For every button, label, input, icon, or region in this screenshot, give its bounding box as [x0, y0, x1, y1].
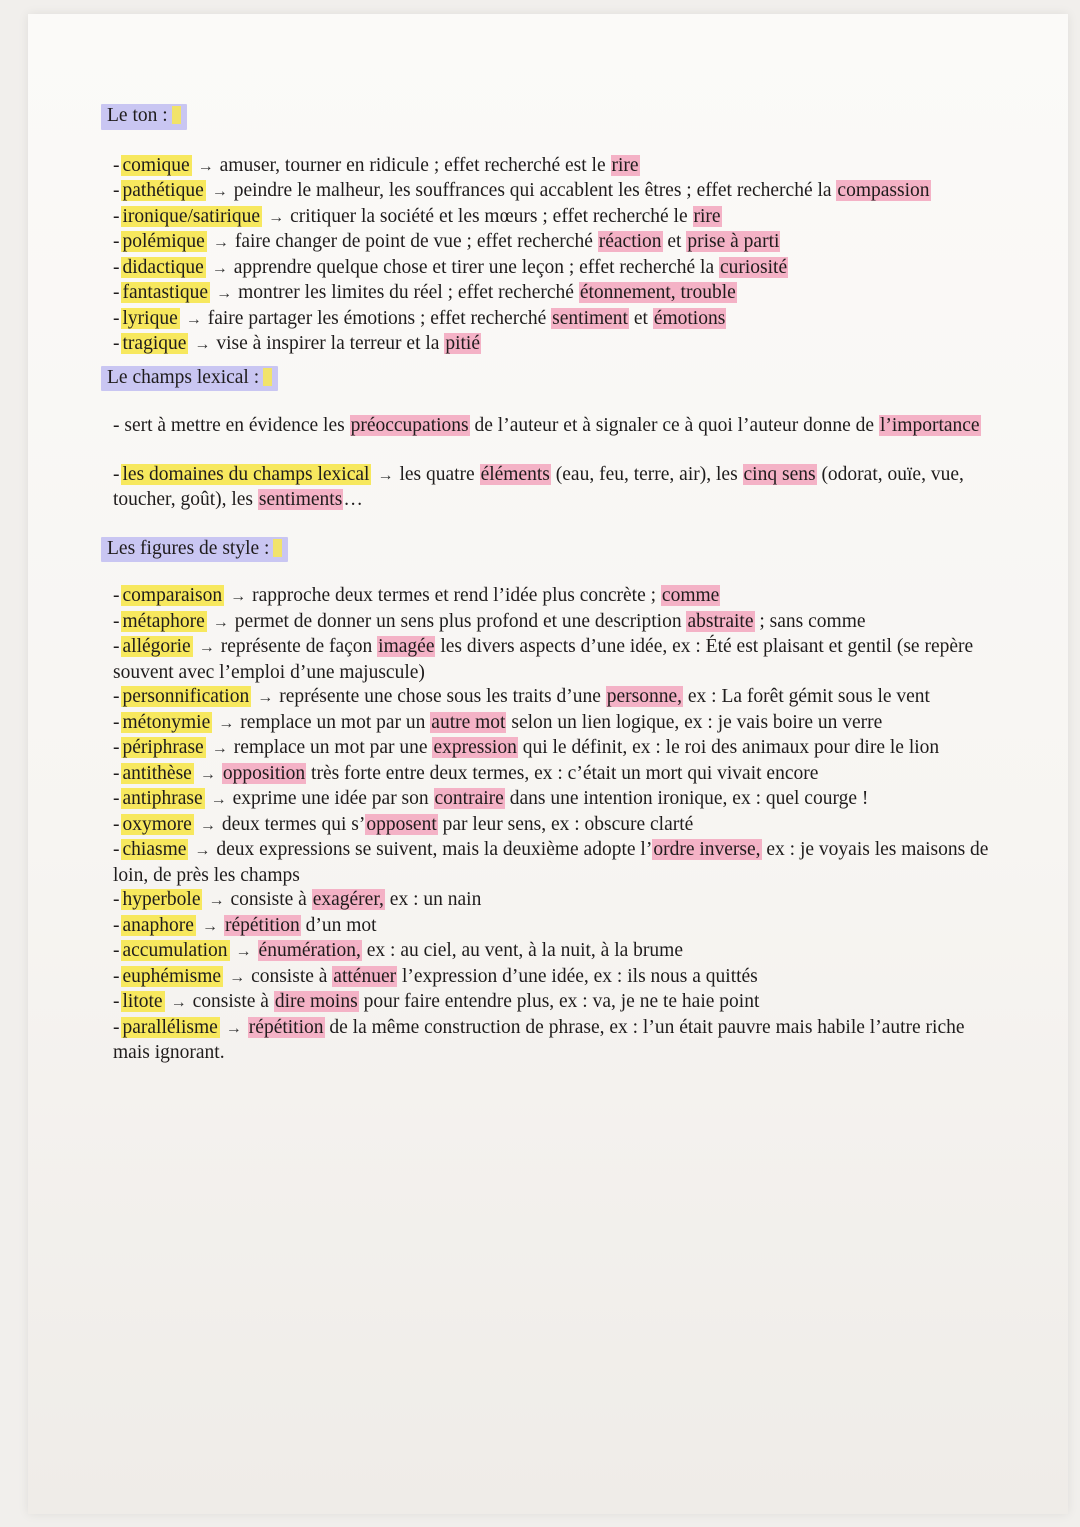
bullet-dash: -	[113, 686, 120, 707]
arrow-icon: →	[212, 234, 229, 251]
term-label: oxymore	[122, 813, 192, 835]
highlighted-text: rire	[611, 154, 639, 176]
arrow-icon: →	[211, 259, 228, 277]
item-text: qui le définit, ex : le roi des animaux pour dire le lion	[517, 737, 940, 758]
list-item	[113, 813, 993, 839]
list-item	[113, 685, 993, 711]
item-text: consiste à	[251, 965, 333, 987]
item-text: …	[343, 489, 363, 510]
item-text: - sert à mettre en évidence les	[113, 415, 350, 436]
highlighted-text: contraire	[434, 788, 504, 809]
term-label: allégorie	[122, 636, 191, 657]
term-label: hyperbole	[122, 889, 201, 910]
list-item	[113, 914, 993, 940]
highlighted-text: énumération,	[258, 940, 361, 961]
term-label: métonymie	[122, 711, 211, 733]
arrow-icon: →	[199, 816, 216, 834]
item-text: les divers aspects d’une idée, ex : Été est plaisant et gentil (se repère souvent avec l’emploi d’une majuscule)	[113, 636, 974, 683]
list-item	[113, 154, 993, 180]
list-item	[113, 990, 993, 1016]
item-text: par leur sens, ex : obscure clarté	[437, 813, 694, 835]
section-figures-de-style	[107, 537, 993, 1066]
arrow-icon: →	[216, 285, 233, 302]
highlighted-text: l’importance	[879, 415, 980, 436]
arrow-icon: →	[212, 613, 229, 631]
bullet-dash: -	[113, 813, 120, 835]
item-text: faire partager les émotions ; effet recherché	[207, 307, 552, 329]
item-text: ex : La forêt gémit sous le vent	[683, 686, 930, 707]
item-text: très forte entre deux termes, ex : c’était un mort qui vivait encore	[306, 762, 819, 784]
section-title: Les figures de style :	[101, 537, 288, 563]
highlighted-text: autre mot	[431, 711, 506, 733]
item-text: les quatre	[399, 463, 480, 485]
item-text: d’un mot	[300, 914, 377, 936]
bullet-dash: -	[113, 231, 120, 252]
bullet-dash: -	[113, 333, 120, 354]
list-item	[113, 838, 993, 888]
arrow-icon: →	[229, 968, 246, 986]
list-item	[113, 307, 993, 333]
bullet-dash: -	[113, 1016, 120, 1038]
item-text: deux expressions se suivent, mais la deuxième adopte l’	[216, 839, 653, 860]
highlighted-text: comme	[661, 585, 720, 606]
bullet-dash: -	[113, 307, 120, 329]
highlighted-text: personne,	[606, 686, 683, 707]
highlighted-text: dire moins	[274, 991, 358, 1012]
item-text: critiquer la société et les mœurs ; effet recherché le	[290, 205, 693, 227]
item-text: dans une intention ironique, ex : quel courge !	[504, 788, 869, 809]
bullet-dash: -	[113, 788, 120, 809]
arrow-icon: →	[211, 740, 228, 757]
arrow-icon: →	[185, 310, 202, 328]
item-text: deux termes qui s’	[221, 813, 366, 835]
item-text: amuser, tourner en ridicule ; effet recherché est le	[219, 154, 611, 176]
highlighted-text: répétition	[248, 1016, 324, 1038]
term-label: tragique	[122, 333, 187, 354]
term-label: parallélisme	[122, 1016, 218, 1038]
arrow-icon: →	[230, 588, 247, 605]
term-label: comique	[122, 154, 190, 176]
list-item	[113, 256, 993, 282]
highlighted-text: expression	[433, 737, 517, 758]
section-champs-lexical	[107, 366, 993, 513]
highlighted-text: pitié	[445, 333, 480, 354]
term-label: pathétique	[122, 180, 204, 201]
list-item	[113, 635, 993, 685]
term-label: personnification	[122, 686, 250, 707]
highlighted-text: abstraite	[687, 610, 754, 632]
item-text: consiste à	[192, 991, 274, 1012]
term-label: euphémisme	[122, 965, 222, 987]
list-item	[113, 584, 993, 610]
highlighted-text: exagérer,	[312, 889, 384, 910]
highlighted-text: sentiment	[552, 307, 628, 329]
arrow-icon: →	[208, 892, 225, 909]
highlighted-text: préoccupations	[350, 415, 469, 436]
arrow-icon: →	[201, 917, 218, 935]
section-ton	[107, 104, 993, 358]
list-item	[113, 332, 993, 358]
item-text: remplace un mot par une	[233, 737, 433, 758]
lexical-domains-paragraph	[113, 463, 993, 513]
term-label: métaphore	[122, 610, 205, 632]
item-text: apprendre quelque chose et tirer une leçon ; effet recherché la	[233, 256, 719, 278]
term-label: antiphrase	[122, 788, 203, 809]
bullet-dash: -	[113, 991, 120, 1012]
item-text: de la même construction de phrase, ex : l’un était pauvre mais habile l’autre riche mais ignorant.	[113, 1016, 965, 1063]
item-text: peindre le malheur, les souffrances qui accablent les êtres ; effet recherché la	[233, 180, 837, 201]
list-item	[113, 787, 993, 813]
notes-content	[107, 104, 993, 1066]
list-item	[113, 888, 993, 914]
bullet-dash: -	[113, 610, 120, 632]
bullet-dash: -	[113, 965, 120, 987]
item-text: ex : au ciel, au vent, à la nuit, à la brume	[361, 940, 683, 961]
list-item	[113, 1016, 993, 1066]
item-text: vise à inspirer la terreur et la	[216, 333, 445, 354]
arrow-icon: →	[225, 1019, 242, 1037]
highlighted-text: émotions	[653, 307, 726, 329]
highlighted-text: imagée	[378, 636, 435, 657]
bullet-dash: -	[113, 940, 120, 961]
item-text: représente de façon	[220, 636, 378, 657]
lexical-paragraph	[113, 414, 993, 439]
item-text: ; sans comme	[754, 610, 866, 632]
item-text: consiste à	[230, 889, 312, 910]
list-item	[113, 939, 993, 965]
list-item	[113, 281, 993, 307]
bullet-dash: -	[113, 463, 120, 485]
arrow-icon: →	[194, 842, 211, 859]
bullet-dash: -	[113, 282, 120, 303]
highlighted-text: étonnement, trouble	[579, 282, 736, 303]
tone-list	[113, 154, 993, 358]
bullet-dash: -	[113, 256, 120, 278]
highlighted-text: atténuer	[333, 965, 397, 987]
highlighted-text: sentiments	[258, 489, 343, 510]
arrow-icon: →	[194, 336, 211, 353]
highlighted-text: cinq sens	[743, 463, 816, 485]
term-label: comparaison	[122, 585, 223, 606]
term-label: polémique	[122, 231, 205, 252]
bullet-dash: -	[113, 585, 120, 606]
arrow-icon: →	[198, 639, 215, 656]
arrow-icon: →	[210, 791, 227, 808]
arrow-icon: →	[199, 765, 216, 783]
figures-list	[113, 584, 993, 1066]
item-text: montrer les limites du réel ; effet recherché	[238, 282, 579, 303]
bullet-dash: -	[113, 711, 120, 733]
item-text: ex : un nain	[384, 889, 482, 910]
term-label: lyrique	[122, 307, 178, 329]
arrow-icon: →	[218, 714, 235, 732]
item-text: pour faire entendre plus, ex : va, je ne te haie point	[358, 991, 760, 1012]
item-text: (odorat, ouïe, vue, toucher, goût), les	[113, 463, 964, 510]
bullet-dash: -	[113, 762, 120, 784]
bullet-dash: -	[113, 737, 120, 758]
bullet-dash: -	[113, 914, 120, 936]
term-label: ironique/satirique	[122, 205, 261, 227]
bullet-dash: -	[113, 839, 120, 860]
item-text: remplace un mot par un	[240, 711, 431, 733]
list-item	[113, 610, 993, 636]
item-text: ex : je voyais les maisons de loin, de près les champs	[113, 839, 989, 886]
highlighted-text: curiosité	[719, 256, 788, 278]
list-item	[113, 736, 993, 762]
term-label: fantastique	[122, 282, 209, 303]
term-label: litote	[122, 991, 163, 1012]
term-label: anaphore	[122, 914, 194, 936]
highlighted-text: compassion	[837, 180, 930, 201]
arrow-icon: →	[170, 994, 187, 1011]
item-text: faire changer de point de vue ; effet recherché	[234, 231, 598, 252]
bullet-dash: -	[113, 205, 120, 227]
list-item	[113, 179, 993, 205]
term-label: chiasme	[122, 839, 187, 860]
highlighted-text: prise à parti	[687, 231, 780, 252]
bullet-dash: -	[113, 636, 120, 657]
arrow-icon: →	[257, 689, 274, 706]
bullet-dash: -	[113, 180, 120, 201]
item-text: et	[662, 231, 687, 252]
bullet-dash: -	[113, 154, 120, 176]
highlighted-text: répétition	[224, 914, 300, 936]
highlighted-text: ordre inverse,	[653, 839, 761, 860]
item-text: selon un lien logique, ex : je vais boire un verre	[506, 711, 883, 733]
item-text: de l’auteur et à signaler ce à quoi l’auteur donne de	[469, 415, 879, 436]
item-text: exprime une idée par son	[232, 788, 434, 809]
list-item	[113, 965, 993, 991]
item-text: représente une chose sous les traits d’une	[279, 686, 606, 707]
list-item	[113, 711, 993, 737]
section-title: Le ton :	[101, 104, 187, 130]
list-item	[113, 205, 993, 231]
list-item	[113, 762, 993, 788]
item-text: permet de donner un sens plus profond et une description	[234, 610, 687, 632]
highlighted-text: rire	[693, 205, 721, 227]
arrow-icon: →	[211, 183, 228, 200]
highlighted-text: éléments	[480, 463, 550, 485]
term-label: les domaines du champs lexical	[122, 463, 370, 485]
highlighted-text: opposition	[222, 762, 306, 784]
term-label: antithèse	[122, 762, 192, 784]
section-title: Le champs lexical :	[101, 366, 278, 392]
highlighted-text: opposent	[366, 813, 437, 835]
item-text: (eau, feu, terre, air), les	[550, 463, 743, 485]
arrow-icon: →	[235, 943, 252, 960]
list-item	[113, 230, 993, 256]
term-label: périphrase	[122, 737, 204, 758]
arrow-icon: →	[377, 466, 394, 484]
item-text: rapproche deux termes et rend l’idée plus concrète ;	[252, 585, 661, 606]
term-label: didactique	[122, 256, 204, 278]
highlighted-text: réaction	[598, 231, 662, 252]
item-text: l’expression d’une idée, ex : ils nous a quittés	[397, 965, 758, 987]
arrow-icon: →	[268, 208, 285, 226]
arrow-icon: →	[197, 157, 214, 175]
bullet-dash: -	[113, 889, 120, 910]
term-label: accumulation	[122, 940, 228, 961]
item-text: et	[628, 307, 653, 329]
